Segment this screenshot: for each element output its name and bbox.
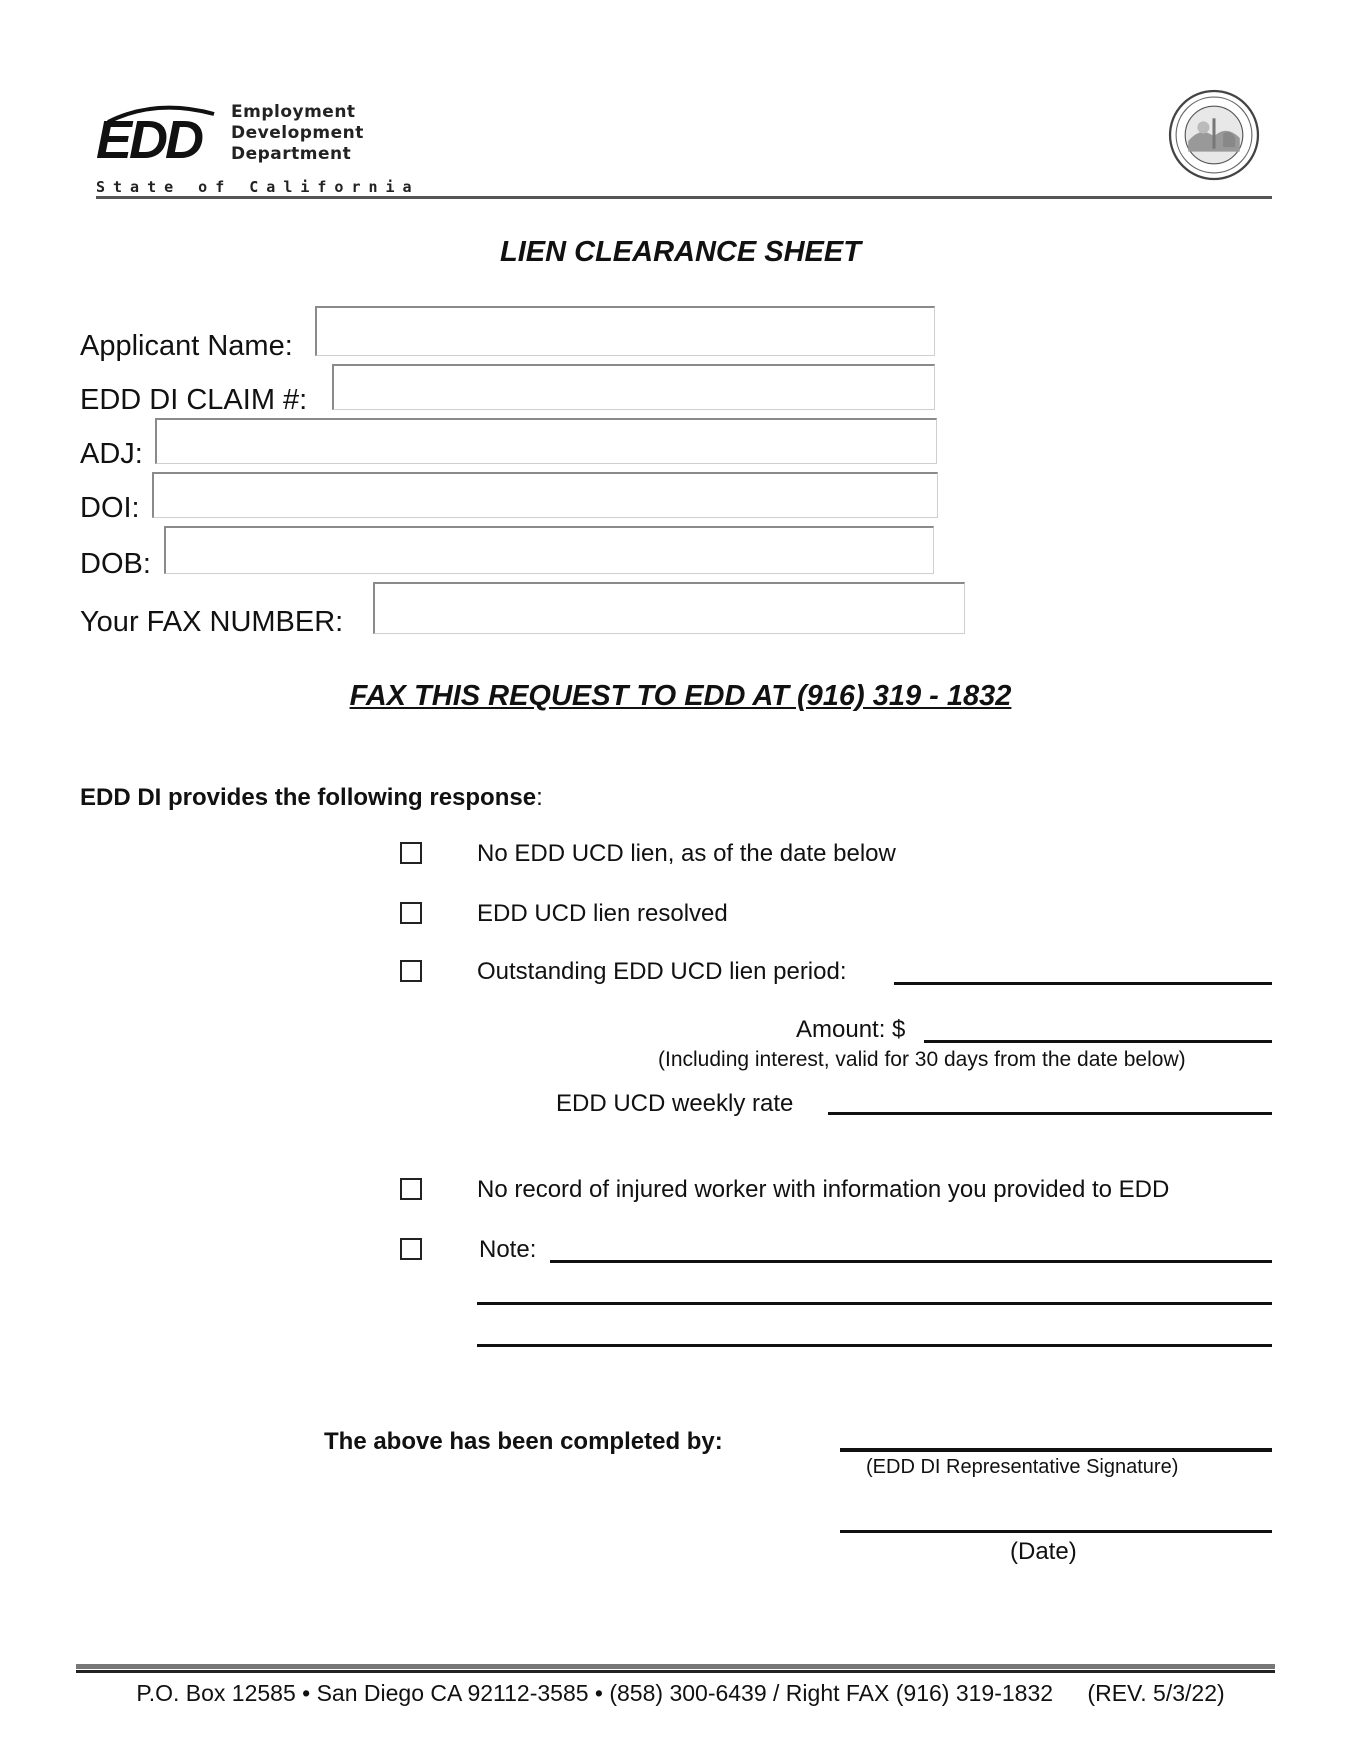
logo-department-name: Employment Development Department bbox=[231, 102, 364, 164]
footer-revision: (REV. 5/3/22) bbox=[1087, 1680, 1225, 1706]
weekly-rate-line[interactable] bbox=[828, 1112, 1272, 1115]
weekly-rate-label: EDD UCD weekly rate bbox=[556, 1090, 794, 1117]
fax-number-field[interactable] bbox=[373, 582, 965, 634]
response-heading: EDD DI provides the following response: bbox=[80, 784, 543, 811]
no-record-label: No record of injured worker with information you provided to EDD bbox=[477, 1176, 1170, 1203]
note-line-2[interactable] bbox=[477, 1302, 1272, 1305]
claim-number-label: EDD DI CLAIM #: bbox=[80, 384, 308, 416]
fax-number-label: Your FAX NUMBER: bbox=[80, 606, 344, 638]
logo-state-text: State of California bbox=[96, 178, 420, 196]
dob-field[interactable] bbox=[164, 526, 934, 574]
applicant-name-label: Applicant Name: bbox=[80, 330, 293, 362]
footer-address: P.O. Box 12585 • San Diego CA 92112-3585 • (858) 300-6439 / Right FAX (916) 319-1832 bbox=[136, 1680, 1054, 1706]
outstanding-lien-checkbox[interactable] bbox=[400, 960, 422, 982]
header-divider bbox=[96, 196, 1272, 199]
fax-instruction: FAX THIS REQUEST TO EDD AT (916) 319 - 1832 bbox=[349, 680, 1012, 712]
edd-logo bbox=[96, 102, 420, 198]
logo-wordmark: EDD bbox=[96, 110, 202, 170]
doi-field[interactable] bbox=[152, 472, 938, 518]
amount-note: (Including interest, valid for 30 days from the date below) bbox=[658, 1048, 1186, 1071]
adj-field[interactable] bbox=[155, 418, 937, 464]
no-lien-checkbox[interactable] bbox=[400, 842, 422, 864]
date-line[interactable] bbox=[840, 1530, 1272, 1533]
no-lien-label: No EDD UCD lien, as of the date below bbox=[477, 840, 896, 867]
footer bbox=[0, 1680, 1361, 1707]
note-checkbox[interactable] bbox=[400, 1238, 422, 1260]
dob-label: DOB: bbox=[80, 548, 151, 580]
california-state-seal-icon bbox=[1152, 88, 1276, 182]
amount-line[interactable] bbox=[924, 1040, 1272, 1043]
note-line-1[interactable] bbox=[550, 1260, 1272, 1263]
page-title: LIEN CLEARANCE SHEET bbox=[500, 236, 861, 268]
lien-resolved-label: EDD UCD lien resolved bbox=[477, 900, 728, 927]
footer-divider-dark bbox=[76, 1670, 1275, 1673]
applicant-name-field[interactable] bbox=[315, 306, 935, 356]
lien-resolved-checkbox[interactable] bbox=[400, 902, 422, 924]
lien-period-line[interactable] bbox=[894, 982, 1272, 985]
outstanding-lien-label: Outstanding EDD UCD lien period: bbox=[477, 958, 847, 985]
claim-number-field[interactable] bbox=[332, 364, 935, 410]
signature-caption: (EDD DI Representative Signature) bbox=[866, 1456, 1179, 1478]
note-label: Note: bbox=[479, 1236, 537, 1263]
date-caption: (Date) bbox=[1010, 1538, 1077, 1565]
amount-label: Amount: $ bbox=[796, 1016, 906, 1043]
no-record-checkbox[interactable] bbox=[400, 1178, 422, 1200]
doi-label: DOI: bbox=[80, 492, 140, 524]
note-line-3[interactable] bbox=[477, 1344, 1272, 1347]
completed-by-label: The above has been completed by: bbox=[324, 1428, 723, 1455]
signature-line[interactable] bbox=[840, 1448, 1272, 1452]
footer-divider bbox=[76, 1664, 1275, 1669]
adj-label: ADJ: bbox=[80, 438, 143, 470]
